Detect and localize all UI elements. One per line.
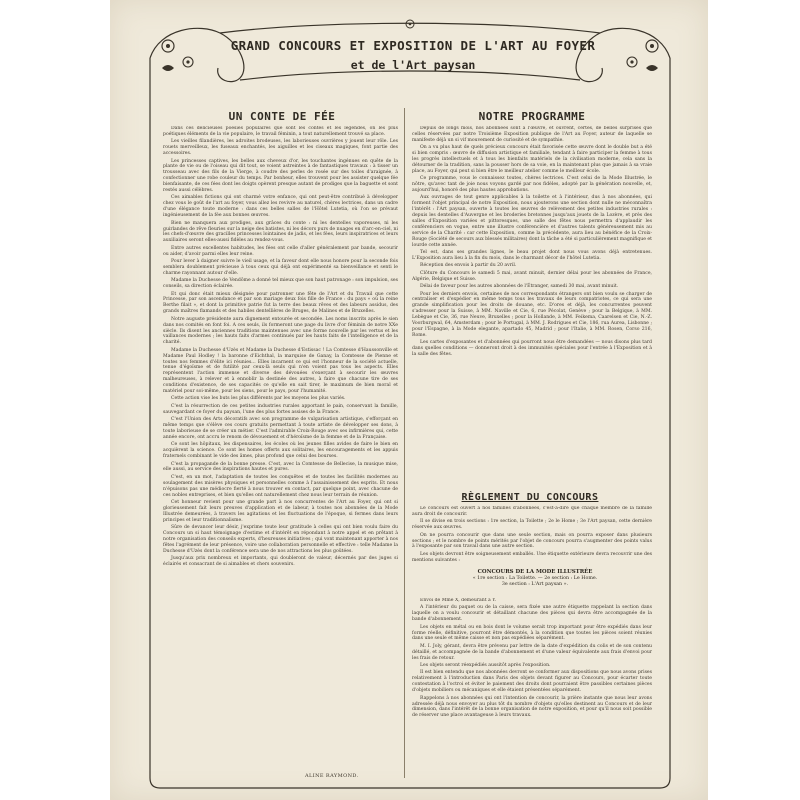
paragraph: M. I. Joly, gérant, devra être prévenu par lettre de la date d'expédition du colis et de son contenu détaillé, et accompagnée de la bande d'abonnement et d'une valeur équivalente aux frais d'envoi pour les frais de retour. [412,643,652,661]
paragraph: Ce sont les hôpitaux, les dispensaires, les écoles où les jeunes filles avides de faire le bien en acquièrent la science. Ce sont les homes offerts aux solitaires, les encouragements et les appuis fraternels combinant le vide des âmes, plus profond que celui des bourses. [163,442,398,460]
flower-ornament-right [627,40,658,71]
paragraph: On ne pourra concourir que dans une seule section, mais on pourra exposer dans plusieurs sections ; et le nombre de points mérités par l'objet de concours pourra s'augmenter des points valus à l'exposante par son travail dans une autre section. [412,532,652,550]
paragraph: Délai de faveur pour les autres abonnées de l'Étranger, samedi 30 mai, avant minuit. [420,284,619,290]
contest-label-line: 3e section : L'Art paysan ». [501,582,569,587]
reglement-title: RÈGLEMENT DU CONCOURS [461,492,599,503]
paragraph: Il est bien entendu que nos abonnées devront se conformer aux dispositions que nous avons prises relativement à l'introduction dans Paris des objets devant figurer au Concours, pour écarter toute contestation à l'octroi et éviter le paiement des droits dont pourraient être passibles certaines pièces d'objets mobiliers ou mécaniques et elle étaient présentées séparément. [412,670,652,694]
author-signature: ALINE RAYMOND. [305,773,359,779]
paragraph: Jusqu'aux prix nombreux et importants, qui doubleront de valeur, décernés par des juges si éclairés et consacrant de si aimables et chers souvenirs. [163,556,398,568]
paragraph: Le concours est ouvert à nos familles d'abonnées, c'est-à-dire que chaque membre de la famille aura droit de concourir. [412,506,652,517]
paragraph: Depuis de longs mois, nos abonnées sont à l'œuvre, et ouvrent, certes, de belles surprises que celles réservées par notre Troisième Exposition publique de l'Art au Foyer, auteur de laquelle se manifeste déjà un si vif mouvement de curiosité et de sympathie. [412,126,652,143]
paragraph: Il se divise en trois sections : 1re section, la Toilette ; 2e le Home ; 3e l'Art paysan, cette dernière réservée aux œuvres. [412,519,652,531]
flower-ornament-left [162,40,193,71]
paragraph: Tel est, dans ses grandes lignes, le beau projet dont nous vous avons déjà entretenues. L'Exposition aura lieu à la fin du mois, dans le charmant décor de l'hôtel Lutetia. [412,250,652,262]
contest-label-box [450,569,620,597]
paragraph: Envoi de Mme X, demeurant à Y. [420,598,497,603]
paragraph: Aux ouvrages de tout genre applicables à la toilette et à l'intérieur, dus à nos abonnées, qui forment l'objet principal de notre Exposition, nous ajouterons une section dont nulle ne méconnaîtra l'intérêt : l'Art paysan, ouverte à toutes les œuvres de relèvement des petites industries rurales : depuis les dentelles d'Auvergne et les broderies bretonnes jusqu'aux jouets de la Lozère, et près des salles d'Exposition variées et pittoresques, une salle des fêtes nous permettra d'applaudir les conférenciers en vogue, entre une illustre conférencière et d'autres talents généreusement mis au service de la Charité : car cette Exposition, comme la précédente, aura lieu au bénéfice de la Croix-Rouge (Société de secours aux blessés militaires) dont la tâche a été si particulièrement magnifique et lourde cette année. [412,195,652,248]
paragraph: A l'intérieur du paquet ou de la caisse, sera fixée une autre étiquette rappelant la section dans laquelle on a voulu concourir et détaillant chacune des pièces qui devra être accompagnée de la bande d'abonnement. [412,605,652,623]
column-divider [404,108,405,778]
page-subtitle: et de l'Art paysan [350,58,476,72]
paragraph: Cet honneur revient pour une grande part à nos concurrentes de l'Art au Foyer, qui ont si glorieusement fait leurs preuves d'application et de labeur, à toutes nos abonnées de la Mode Illustrée demeurées, à travers les agitations et les fluctuations de l'époque, si fermes dans leurs principes et leur traditionnalisme. [163,499,398,523]
paragraph: Madame la Duchesse d'Uzès et Madame la Duchesse d'Estissac ! La Comtesse d'Haussonville et Madame Paul Hodley ! la baronne d'Eichthal, la marquise de Ganay, la Comtesse de Pienne et toutes nos femmes d'élite ici réunies... Elles incarnent ce qui est l'honneur de la société actuelle, tenue d'égoïsme et de futilité par ceux-là seuls qui n'en voient pas tous les aspects. Elles représentent l'action immense et diverse des dévouées s'exerçant à secourir les œuvres malheureuses, à relever et à ennoblir la destinée des autres, à faire que chacune tire de ses conditions d'existence, de ses capacités ce qu'elle en sait tirer, le maximum de bien moral et matériel pour soi-même, pour les siens, pour le pays, pour l'humanité. [163,347,398,395]
paragraph: Réception des envois à partir du 20 avril. [420,263,517,269]
paragraph: Pour lever à daigner suivre le vieil usage, et la faveur dont elle nous honore pour la seconde fois semblera doublement précieuse à tous ceux qui déjà ont expérimenté sa bienveillance et senti le charme rayonnant autour d'elle. [163,259,398,276]
programme-text [412,126,652,486]
paragraph: C'est la résurrection de ces petites industries rurales apportant le pain, conservant la famille, sauvegardant ce foyer du paysan, l'une des plus fortes assises de la France. [163,403,398,415]
paragraph: Les cartes d'exposantes et d'abonnées qui pourront nous être demandées — nous disons plus tard dans quelles conditions — donneront droit à des immunités spéciales pour l'entrée à l'Exposition et à la salle des fêtes. [412,340,652,358]
paragraph: C'est l'Union des Arts décoratifs avec son programme de vulgarisation artistique, s'efforçant en même temps que s'élève ces cours gratuits permettant à toute artiste de développer ses dons, à toute laborieuse de se créer un métier. C'est l'admirable Croix-Rouge avec ses infirmières qui, cette année encore, ont accru le renom de dévouement et d'héroïsme de la femme et de la Française. [163,417,398,440]
paragraph: Notre auguste présidente aura dignement entourée et secondée. Les noms inscrits après le sien dans nos comités en font foi. A ces seuls, ils formeront une page du livre d'or féminin de notre XXe siècle. Ils disent les anciennes traditions maintenues avec une forme nouvelle par les vertus et les vaillances modernes ; les hauts faits d'armes continués par les hauts faits de l'intelligence et de la charité. [163,316,398,346]
paragraph: Dans ces délicieuses poésies populaires que sont les contes et les légendes, on les plus poétiques éléments de la vie populaire, le travail féminin, a tout naturellement trouvé sa place. [163,126,398,137]
right-column-title: NOTRE PROGRAMME [478,110,586,123]
flower-ornament-top [406,20,414,28]
paragraph: Clôture du Concours le samedi 5 mai, avant minuit, dernier délai pour les abonnées de France, Algérie, Belgique et Suisse. [412,270,652,282]
left-column-text [163,126,398,772]
reglement-text-top [412,506,652,568]
paragraph: C'est la propagande de la bonne presse. C'est, avec la Comtesse de Bellecise, la musique mise, elle aussi, au service des inspirations hautes et pures. [163,461,398,473]
left-column-title: UN CONTE DE FÉE [228,110,336,123]
paragraph: Les princesses captives, les belles aux cheveux d'or, les touchantes ingénues en quête de la plante de vie ou de l'oiseau qui dit tout, se voient astreintes à de fantastiques travaux : à tisser un trousseau avec des fils de la Vierge, à coudre des perles de rosée sur des toiles d'araignée, à confectionner une robe couleur du temps. Par bonheur, elles trouvent pour les assister quelque fée bienfaisante, de ces fées dont les doigts opèrent presque autant de prodiges que la baguette et sont restés aussi célèbres. [163,158,398,194]
paragraph: Ces aimables fictions qui ont charmé votre enfance, qui ont peut-être contribué à développer chez vous le goût de l'art au foyer, vous allez les revivre au naturel, chères lectrices, dans un cadre d'une élégance toute moderne : dans ces belles salles de l'Hôtel Lutetia, où l'on se prévaut ingénieusement de la fée aux bonnes œuvres. [163,195,398,219]
paragraph: On a vu plus haut de quels précieux concours était favorisée cette œuvre dont le double but a été si bien compris : œuvre de diffusion artistique et familiale, tendant à faire participer la femme à tous les progrès intellectuels et à tous les bienfaits matériels de la civilisation moderne, cela sans la détourner de la tradition, sans la pousser hors de sa voie, en la maintenant plus que jamais à sa vraie place, au Foyer, qui peut si bien être le meilleur atelier comme le meilleur école. [412,145,652,174]
paragraph: Cette action vise les buts les plus différents par les moyens les plus variés. [171,396,346,402]
paragraph: Pour les derniers envois, certaines de nos correspondants étrangers ont bien voulu se charger de centraliser et d'expédier en même temps tous les travaux de leurs compatriotes, ce qui sera une grande simplification pour les droits de douane, etc. D'ores et déjà, les concurrentes peuvent s'adresser pour la Suisse, à MM. Naville et Cie, 6, rue Pécolat, Genève ; pour la Belgique, à MM. Lebègue et Cie, 36, rue Neuve, Bruxelles ; pour la Hollande, à MM. Feikema, Caarelsen et Cie, N.-Z. Voorburgwal, 64, Amsterdam ; pour le Portugal, à MM. J. Rodrigues et Cie, 186, rua Aurea, Lisbonne ; pour l'Espagne, à la Mode elegante, apartado 45, Madrid ; pour l'Italie, à MM. Rosen, Corso 216, Rome. [412,291,652,338]
contest-label-line: « 1re section : La Toilette. — 2e section : Le Home. [472,575,598,581]
paragraph: Entre autres excellentes habitudes, les fées ont celle d'aller généralement par bande, secourir ou aider, d'avoir parmi elles leur reine. [163,245,398,257]
paragraph: Sûre de devancer leur désir, j'exprime toute leur gratitude à celles qui ont bien voulu faire du Concours un si haut témoignage d'estime et d'intérêt en répondant à notre appel et en prêtant à notre organisation des conseils experts, d'heureuses initiatives ; qui vont maintenant apporter à nos fêtes l'agrément de leur présence, voire une collaboration personnelle et effective : telle Madame la Duchesse d'Uzès dont la conférence sera une de nos attractions les plus goûtées. [163,525,398,554]
paragraph: Ce programme, vous le connaissez toutes, chères lectrices. C'est celui de la Mode Illustrée, le nôtre, qu'avec tant de joie nous voyons gardé par nos fidèles, adopté par la génération nouvelle, et, aujourd'hui, honoré des plus hautes approbations. [412,176,652,194]
contest-label-title: CONCOURS DE LA MODE ILLUSTRÉE [477,569,593,575]
paragraph: C'est, en un mot, l'adaptation de toutes les conquêtes et de toutes les facilités modernes au soulagement des misères physiques et personnelles comme à l'assainissement des esprits. Et nous n'épuisons pas une médiocre fierté à nous trouver en contact, par quelque point, avec chacune de ces nobles entreprises, et bien qu'elles ont naturellement chez nous leur terrain de réunion. [163,474,398,498]
paragraph: Rappelons à nos abonnées qui ont l'intention de concourir, la prière instante que nous leur avons adressée déjà nous envoyer au plus tôt du nombre d'objets qu'elles destinent au Concours et de leur dimension, dans l'intérêt de la bonne organisation de notre exposition, et pour qu'il nous soit possible de réserver une place avantageuse à leurs travaux. [412,695,652,719]
paragraph: Les objets en métal ou en bois dont le volume serait trop important pour être expédiés dans leur forme réelle, définitive, pourront être démontés, à la condition que toutes les pièces soient réunies dans une seule et même caisse et non pas expédiées séparément. [412,624,652,642]
paragraph: Les objets seront réexpédiés aussitôt après l'exposition. [420,663,551,669]
paragraph: Les vieilles filandières, les adroites brodeuses, les laborieuses ouvrières y jouent leur rôle. Les rouets merveilleux, les fuseaux enchantés, les aiguilles et les ciseaux magiques, font partie des accessoires. [163,139,398,157]
page-title: GRAND CONCOURS ET EXPOSITION DE L'ART AU FOYER [230,38,596,53]
paragraph: Et qui donc était mieux désignée pour patronner une fête de l'Art et du Travail que cette Princesse, par son ascendance et par son mariage deux fois fille de France : du pays « où la reine Berthe filait », et dont la primitive patrie fut la terre des beaux rêves et des labeurs assidus, des grands maîtres flamands et des habiles dentellières de Bruges, de Malines et de Bruxelles. [163,291,398,315]
reglement-text-bottom [412,598,652,773]
paragraph: Madame la Duchesse de Vendôme a donné tel mieux que son haut patronage : son impulsion, ses conseils, sa direction éclairée. [163,278,398,290]
paragraph: Bien ne manquera aux prodiges, aux grâces du conte : ni les dentelles vaporeuses, ni les guirlandes de rêve fleuries sur la neige des batistes, ni les décors purs de nuages en d'arc-en-ciel, ni les chefs-d'œuvre des gracilles princesses lointaines de jadis, et les fées, leurs inspiratrices et leurs auxiliaires seront elles-aussi fidèles au rendez-vous. [163,220,398,244]
paragraph: Les objets devront être soigneusement emballés. Une étiquette extérieure devra recouvrir une des mentions suivantes : [412,551,652,563]
